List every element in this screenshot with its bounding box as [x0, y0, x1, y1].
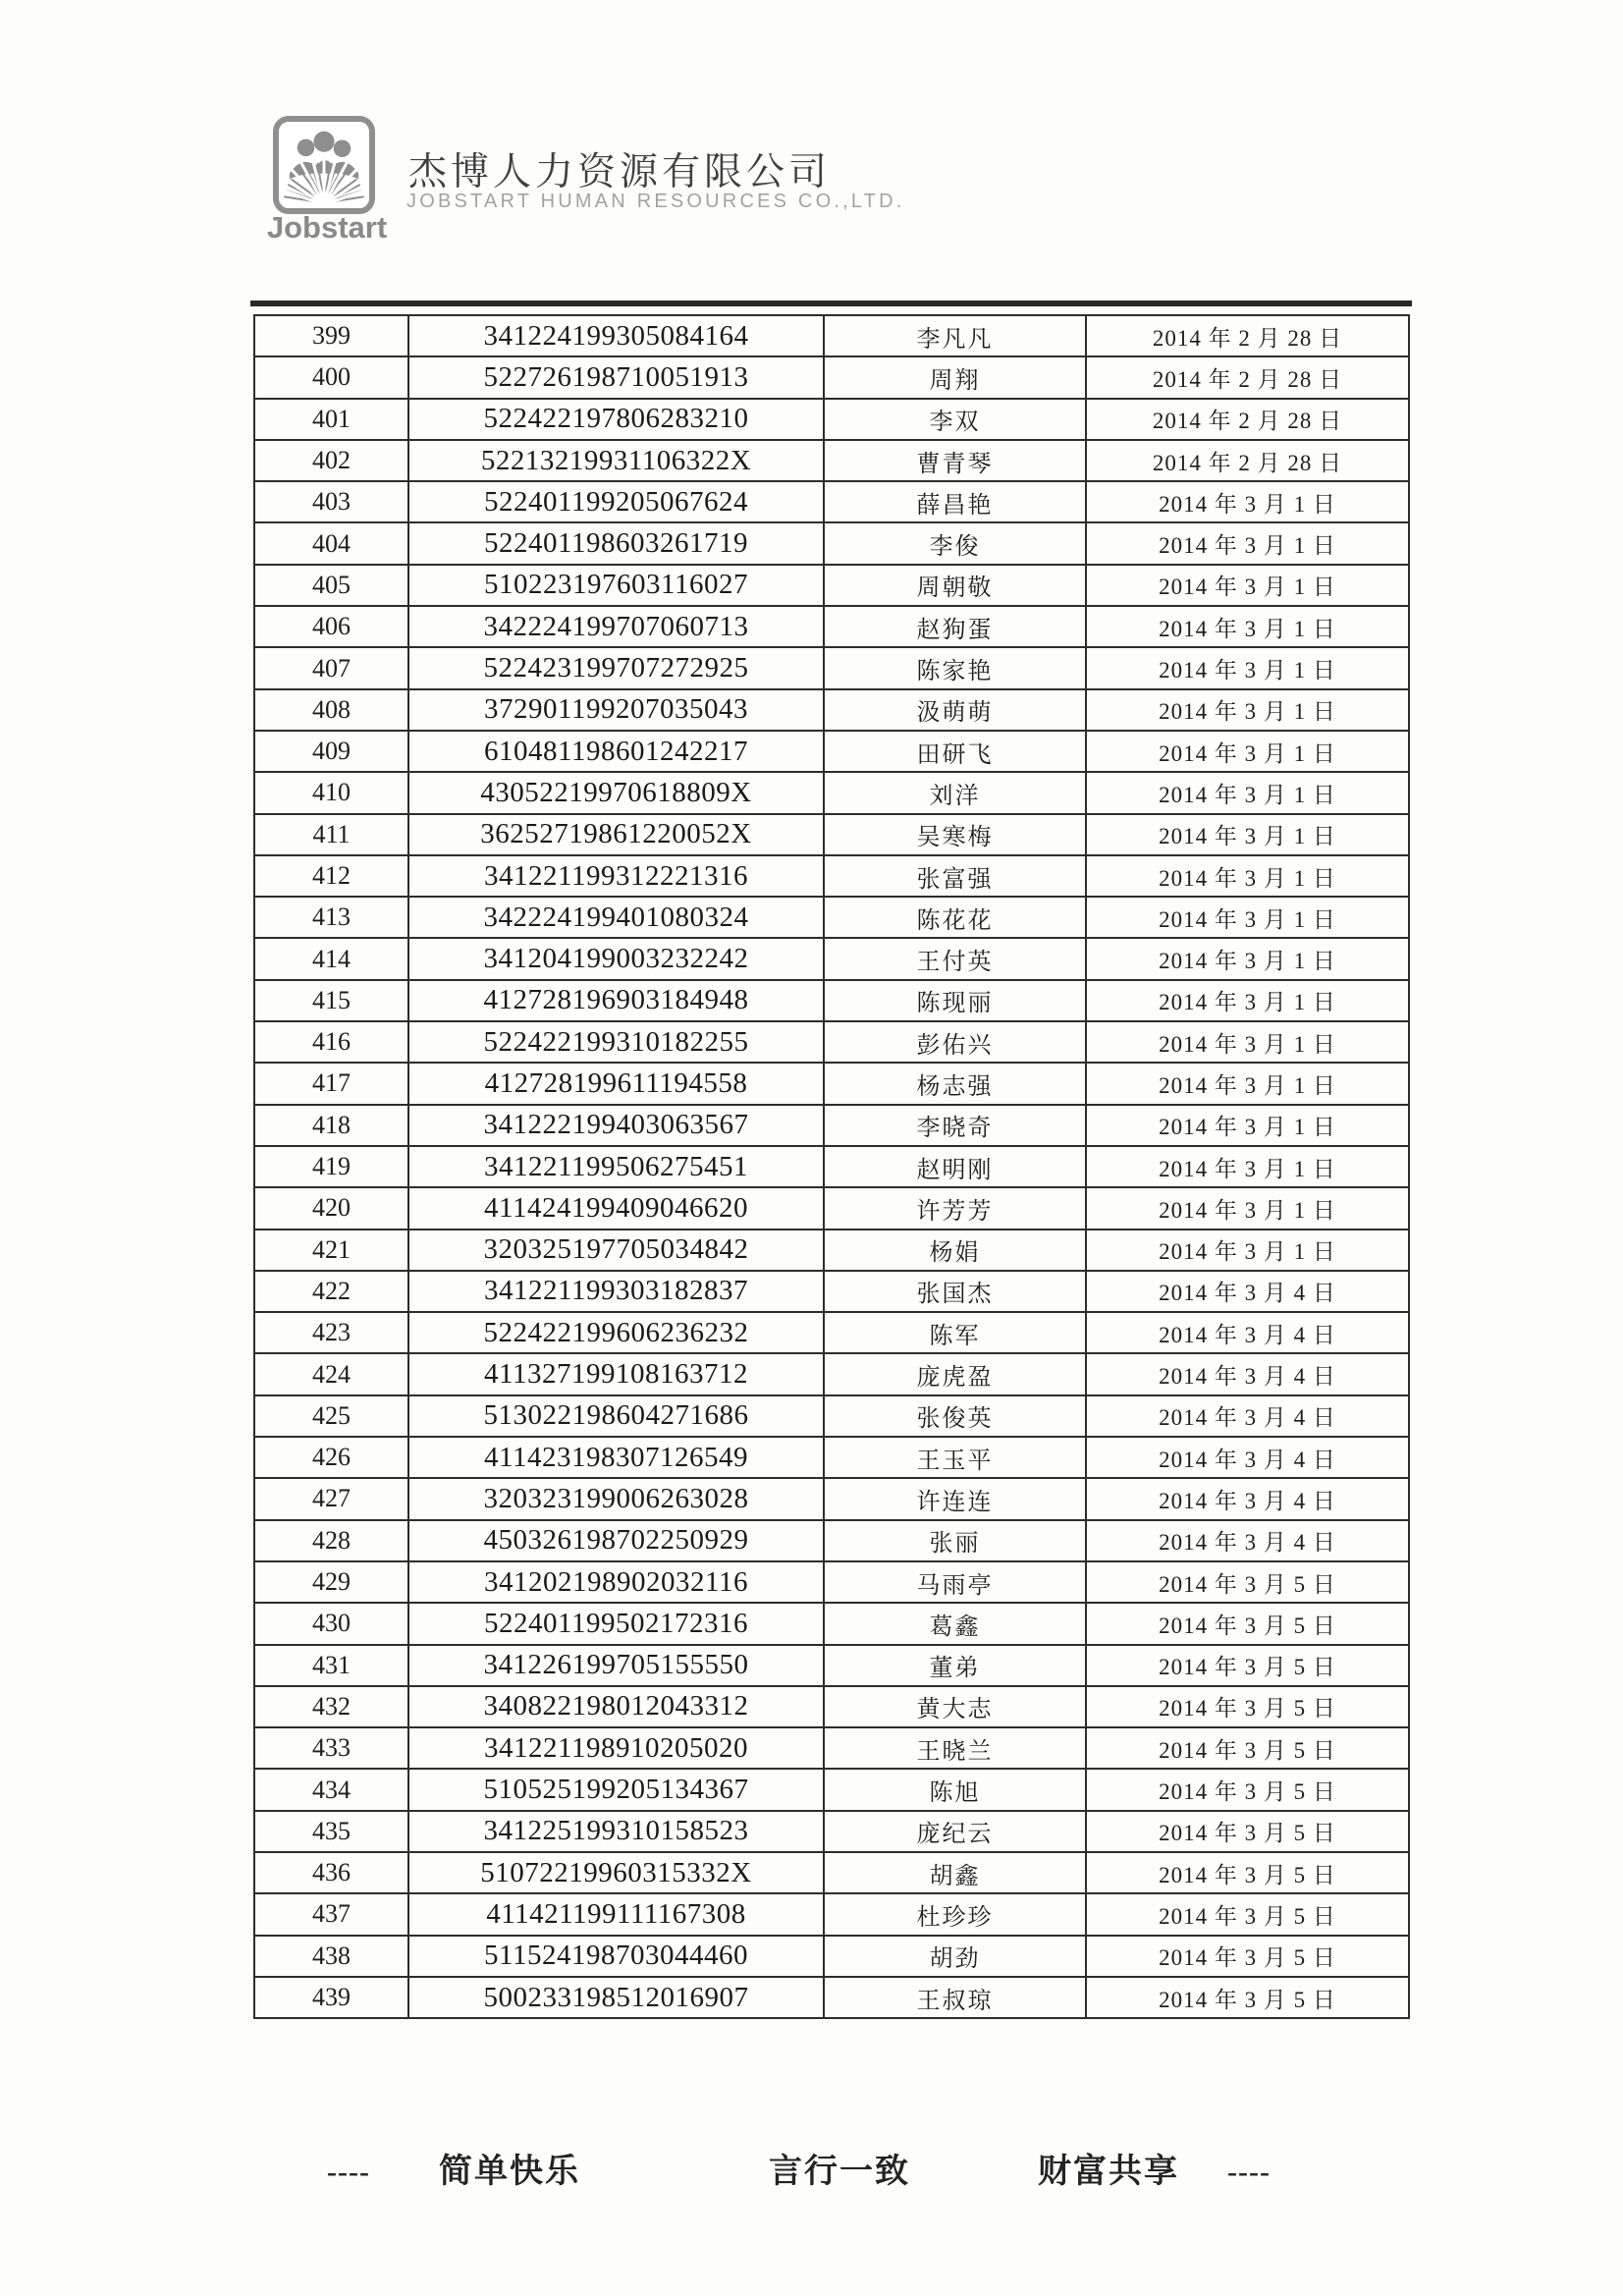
- cell-name: 赵明刚: [824, 1146, 1086, 1187]
- cell-date: 2014 年 3 月 5 日: [1086, 1603, 1409, 1644]
- cell-name: 王叔琼: [824, 1977, 1086, 2018]
- table-row: [254, 855, 1409, 897]
- cell-name: 许连连: [824, 1478, 1086, 1519]
- cell-date: 2014 年 3 月 1 日: [1086, 1105, 1409, 1146]
- table-row: [254, 647, 1409, 688]
- cell-id-number: 510223197603116027: [408, 565, 824, 606]
- cell-name: 彭佑兴: [824, 1021, 1086, 1063]
- cell-name: 薛昌艳: [824, 481, 1086, 522]
- cell-name: 王付英: [824, 938, 1086, 979]
- cell-row-number: 410: [254, 772, 408, 813]
- cell-row-number: 429: [254, 1561, 408, 1603]
- cell-name: 李俊: [824, 522, 1086, 564]
- cell-date: 2014 年 3 月 1 日: [1086, 980, 1409, 1021]
- table-row: [254, 814, 1409, 855]
- table-row: [254, 356, 1409, 398]
- cell-id-number: 320323199006263028: [408, 1478, 824, 1519]
- cell-date: 2014 年 3 月 1 日: [1086, 855, 1409, 897]
- cell-name: 许芳芳: [824, 1187, 1086, 1229]
- table-row: [254, 731, 1409, 772]
- table-row: [254, 565, 1409, 606]
- cell-name: 李双: [824, 399, 1086, 440]
- cell-date: 2014 年 3 月 4 日: [1086, 1395, 1409, 1437]
- table-row: [254, 938, 1409, 979]
- table-row: [254, 1977, 1409, 2018]
- footer-dash-right: ----: [1227, 2156, 1271, 2188]
- footer-slogan-happy: 简单快乐: [439, 2154, 580, 2190]
- cell-name: 汲萌萌: [824, 689, 1086, 731]
- cell-id-number: 411423198307126549: [408, 1437, 824, 1478]
- cell-row-number: 404: [254, 522, 408, 564]
- cell-row-number: 405: [254, 565, 408, 606]
- table-row: [254, 1353, 1409, 1394]
- cell-row-number: 406: [254, 606, 408, 647]
- cell-row-number: 436: [254, 1852, 408, 1893]
- cell-id-number: 522401199205067624: [408, 481, 824, 522]
- cell-row-number: 402: [254, 440, 408, 481]
- table-row: [254, 1811, 1409, 1852]
- cell-id-number: 36252719861220052X: [408, 814, 824, 855]
- cell-name: 庞虎盈: [824, 1353, 1086, 1394]
- cell-id-number: 522422199606236232: [408, 1312, 824, 1353]
- cell-name: 杨志强: [824, 1063, 1086, 1104]
- cell-row-number: 421: [254, 1230, 408, 1271]
- cell-id-number: 500233198512016907: [408, 1977, 824, 2018]
- cell-id-number: 610481198601242217: [408, 731, 824, 772]
- cell-date: 2014 年 3 月 1 日: [1086, 938, 1409, 979]
- cell-row-number: 416: [254, 1021, 408, 1063]
- jobstart-logo-graphic: [279, 122, 369, 208]
- cell-id-number: 450326198702250929: [408, 1520, 824, 1561]
- table-row: [254, 1727, 1409, 1769]
- cell-name: 葛鑫: [824, 1603, 1086, 1644]
- cell-date: 2014 年 3 月 4 日: [1086, 1353, 1409, 1394]
- cell-row-number: 411: [254, 814, 408, 855]
- table-row: [254, 1230, 1409, 1271]
- cell-row-number: 428: [254, 1520, 408, 1561]
- cell-id-number: 522401198603261719: [408, 522, 824, 564]
- cell-row-number: 423: [254, 1312, 408, 1353]
- cell-name: 王玉平: [824, 1437, 1086, 1478]
- table-row: [254, 481, 1409, 522]
- cell-id-number: 412728199611194558: [408, 1063, 824, 1104]
- cell-id-number: 43052219970618809X: [408, 772, 824, 813]
- cell-name: 张国杰: [824, 1271, 1086, 1312]
- table-row: [254, 1105, 1409, 1146]
- cell-date: 2014 年 3 月 4 日: [1086, 1312, 1409, 1353]
- table-row: [254, 1478, 1409, 1519]
- cell-row-number: 438: [254, 1936, 408, 1977]
- cell-id-number: 511524198703044460: [408, 1936, 824, 1977]
- cell-date: 2014 年 3 月 1 日: [1086, 565, 1409, 606]
- cell-row-number: 412: [254, 855, 408, 897]
- cell-date: 2014 年 2 月 28 日: [1086, 399, 1409, 440]
- cell-row-number: 426: [254, 1437, 408, 1478]
- table-row: [254, 1187, 1409, 1229]
- cell-name: 李晓奇: [824, 1105, 1086, 1146]
- cell-id-number: 341222199403063567: [408, 1105, 824, 1146]
- cell-date: 2014 年 3 月 1 日: [1086, 606, 1409, 647]
- cell-id-number: 522401199502172316: [408, 1603, 824, 1644]
- cell-id-number: 341226199705155550: [408, 1645, 824, 1686]
- roster-table: [253, 314, 1410, 2019]
- table-row: [254, 980, 1409, 1021]
- logo-wordmark: Jobstart: [266, 210, 388, 245]
- table-row: [254, 1271, 1409, 1312]
- table-row: [254, 772, 1409, 813]
- cell-name: 周翔: [824, 356, 1086, 398]
- cell-row-number: 400: [254, 356, 408, 398]
- jobstart-logo-icon: [273, 116, 375, 214]
- table-row: [254, 522, 1409, 564]
- cell-name: 杜珍珍: [824, 1893, 1086, 1935]
- cell-id-number: 52213219931106322X: [408, 440, 824, 481]
- cell-date: 2014 年 3 月 1 日: [1086, 689, 1409, 731]
- cell-id-number: 342224199707060713: [408, 606, 824, 647]
- table-row: [254, 1936, 1409, 1977]
- cell-name: 陈家艳: [824, 647, 1086, 688]
- table-row: [254, 1603, 1409, 1644]
- cell-id-number: 341202198902032116: [408, 1561, 824, 1603]
- cell-id-number: 372901199207035043: [408, 689, 824, 731]
- cell-name: 张丽: [824, 1520, 1086, 1561]
- cell-name: 王晓兰: [824, 1727, 1086, 1769]
- table-row: [254, 1769, 1409, 1810]
- cell-date: 2014 年 3 月 1 日: [1086, 1230, 1409, 1271]
- cell-row-number: 430: [254, 1603, 408, 1644]
- letterhead-divider: [250, 301, 1412, 306]
- cell-date: 2014 年 3 月 5 日: [1086, 1686, 1409, 1727]
- cell-row-number: 431: [254, 1645, 408, 1686]
- cell-name: 张富强: [824, 855, 1086, 897]
- table-row: [254, 1520, 1409, 1561]
- cell-row-number: 435: [254, 1811, 408, 1852]
- cell-row-number: 433: [254, 1727, 408, 1769]
- cell-id-number: 411327199108163712: [408, 1353, 824, 1394]
- cell-row-number: 432: [254, 1686, 408, 1727]
- cell-row-number: 415: [254, 980, 408, 1021]
- cell-date: 2014 年 3 月 5 日: [1086, 1977, 1409, 2018]
- cell-date: 2014 年 3 月 1 日: [1086, 481, 1409, 522]
- table-row: [254, 1312, 1409, 1353]
- roster-table-body: [254, 315, 1409, 2018]
- cell-row-number: 434: [254, 1769, 408, 1810]
- table-row: [254, 1437, 1409, 1478]
- cell-row-number: 414: [254, 938, 408, 979]
- table-row: [254, 1063, 1409, 1104]
- cell-date: 2014 年 3 月 1 日: [1086, 522, 1409, 564]
- cell-name: 周朝敬: [824, 565, 1086, 606]
- cell-row-number: 422: [254, 1271, 408, 1312]
- cell-id-number: 342224199401080324: [408, 897, 824, 938]
- cell-name: 胡劲: [824, 1936, 1086, 1977]
- company-name-en: JOBSTART HUMAN RESOURCES CO.,LTD.: [406, 191, 905, 212]
- cell-name: 陈军: [824, 1312, 1086, 1353]
- table-row: [254, 1021, 1409, 1063]
- cell-id-number: 341221199312221316: [408, 855, 824, 897]
- cell-row-number: 408: [254, 689, 408, 731]
- table-row: [254, 315, 1409, 356]
- cell-name: 庞纪云: [824, 1811, 1086, 1852]
- table-row: [254, 1561, 1409, 1603]
- cell-date: 2014 年 3 月 5 日: [1086, 1811, 1409, 1852]
- cell-id-number: 510525199205134367: [408, 1769, 824, 1810]
- cell-date: 2014 年 3 月 1 日: [1086, 731, 1409, 772]
- cell-row-number: 439: [254, 1977, 408, 2018]
- cell-row-number: 418: [254, 1105, 408, 1146]
- cell-row-number: 399: [254, 315, 408, 356]
- cell-date: 2014 年 3 月 1 日: [1086, 772, 1409, 813]
- cell-date: 2014 年 3 月 4 日: [1086, 1478, 1409, 1519]
- cell-name: 董弟: [824, 1645, 1086, 1686]
- cell-date: 2014 年 3 月 1 日: [1086, 1146, 1409, 1187]
- cell-id-number: 411421199111167308: [408, 1893, 824, 1935]
- cell-date: 2014 年 2 月 28 日: [1086, 440, 1409, 481]
- cell-id-number: 522726198710051913: [408, 356, 824, 398]
- cell-row-number: 427: [254, 1478, 408, 1519]
- cell-row-number: 437: [254, 1893, 408, 1935]
- cell-name: 刘洋: [824, 772, 1086, 813]
- footer-slogan-wealth: 财富共享: [1038, 2154, 1179, 2190]
- cell-date: 2014 年 3 月 5 日: [1086, 1727, 1409, 1769]
- cell-date: 2014 年 3 月 5 日: [1086, 1561, 1409, 1603]
- cell-id-number: 411424199409046620: [408, 1187, 824, 1229]
- cell-name: 田研飞: [824, 731, 1086, 772]
- cell-id-number: 513022198604271686: [408, 1395, 824, 1437]
- cell-date: 2014 年 3 月 1 日: [1086, 814, 1409, 855]
- cell-row-number: 403: [254, 481, 408, 522]
- cell-id-number: 341221198910205020: [408, 1727, 824, 1769]
- cell-name: 陈现丽: [824, 980, 1086, 1021]
- cell-name: 杨娟: [824, 1230, 1086, 1271]
- cell-id-number: 340822198012043312: [408, 1686, 824, 1727]
- cell-date: 2014 年 3 月 1 日: [1086, 647, 1409, 688]
- cell-name: 马雨亭: [824, 1561, 1086, 1603]
- cell-id-number: 522422199310182255: [408, 1021, 824, 1063]
- cell-id-number: 341225199310158523: [408, 1811, 824, 1852]
- cell-date: 2014 年 3 月 5 日: [1086, 1893, 1409, 1935]
- cell-row-number: 409: [254, 731, 408, 772]
- table-row: [254, 1852, 1409, 1893]
- cell-name: 黄大志: [824, 1686, 1086, 1727]
- cell-date: 2014 年 2 月 28 日: [1086, 356, 1409, 398]
- table-row: [254, 1395, 1409, 1437]
- footer-slogan-consistent: 言行一致: [769, 2154, 910, 2190]
- cell-name: 张俊英: [824, 1395, 1086, 1437]
- table-row: [254, 1645, 1409, 1686]
- cell-id-number: 341204199003232242: [408, 938, 824, 979]
- cell-date: 2014 年 3 月 1 日: [1086, 1021, 1409, 1063]
- cell-date: 2014 年 3 月 5 日: [1086, 1645, 1409, 1686]
- table-row: [254, 897, 1409, 938]
- cell-id-number: 522422197806283210: [408, 399, 824, 440]
- cell-date: 2014 年 3 月 4 日: [1086, 1271, 1409, 1312]
- cell-id-number: 412728196903184948: [408, 980, 824, 1021]
- cell-date: 2014 年 3 月 5 日: [1086, 1936, 1409, 1977]
- table-row: [254, 1146, 1409, 1187]
- cell-name: 李凡凡: [824, 315, 1086, 356]
- table-row: [254, 606, 1409, 647]
- cell-date: 2014 年 3 月 5 日: [1086, 1852, 1409, 1893]
- cell-row-number: 401: [254, 399, 408, 440]
- cell-name: 曹青琴: [824, 440, 1086, 481]
- cell-row-number: 419: [254, 1146, 408, 1187]
- cell-name: 赵狗蛋: [824, 606, 1086, 647]
- cell-row-number: 425: [254, 1395, 408, 1437]
- cell-name: 吴寒梅: [824, 814, 1086, 855]
- cell-row-number: 413: [254, 897, 408, 938]
- cell-id-number: 320325197705034842: [408, 1230, 824, 1271]
- cell-id-number: 341221199506275451: [408, 1146, 824, 1187]
- table-row: [254, 440, 1409, 481]
- cell-date: 2014 年 3 月 4 日: [1086, 1520, 1409, 1561]
- footer-dash-left: ----: [327, 2156, 370, 2188]
- cell-row-number: 417: [254, 1063, 408, 1104]
- cell-row-number: 420: [254, 1187, 408, 1229]
- cell-row-number: 424: [254, 1353, 408, 1394]
- company-name-cn: 杰博人力资源有限公司: [408, 151, 832, 193]
- table-row: [254, 1893, 1409, 1935]
- cell-name: 胡鑫: [824, 1852, 1086, 1893]
- table-row: [254, 399, 1409, 440]
- cell-id-number: 341224199305084164: [408, 315, 824, 356]
- table-row: [254, 689, 1409, 731]
- cell-date: 2014 年 3 月 4 日: [1086, 1437, 1409, 1478]
- table-row: [254, 1686, 1409, 1727]
- cell-row-number: 407: [254, 647, 408, 688]
- cell-name: 陈花花: [824, 897, 1086, 938]
- cell-id-number: 51072219960315332X: [408, 1852, 824, 1893]
- cell-id-number: 341221199303182837: [408, 1271, 824, 1312]
- cell-date: 2014 年 2 月 28 日: [1086, 315, 1409, 356]
- cell-date: 2014 年 3 月 1 日: [1086, 1187, 1409, 1229]
- cell-name: 陈旭: [824, 1769, 1086, 1810]
- cell-date: 2014 年 3 月 1 日: [1086, 1063, 1409, 1104]
- cell-date: 2014 年 3 月 5 日: [1086, 1769, 1409, 1810]
- cell-date: 2014 年 3 月 1 日: [1086, 897, 1409, 938]
- cell-id-number: 522423199707272925: [408, 647, 824, 688]
